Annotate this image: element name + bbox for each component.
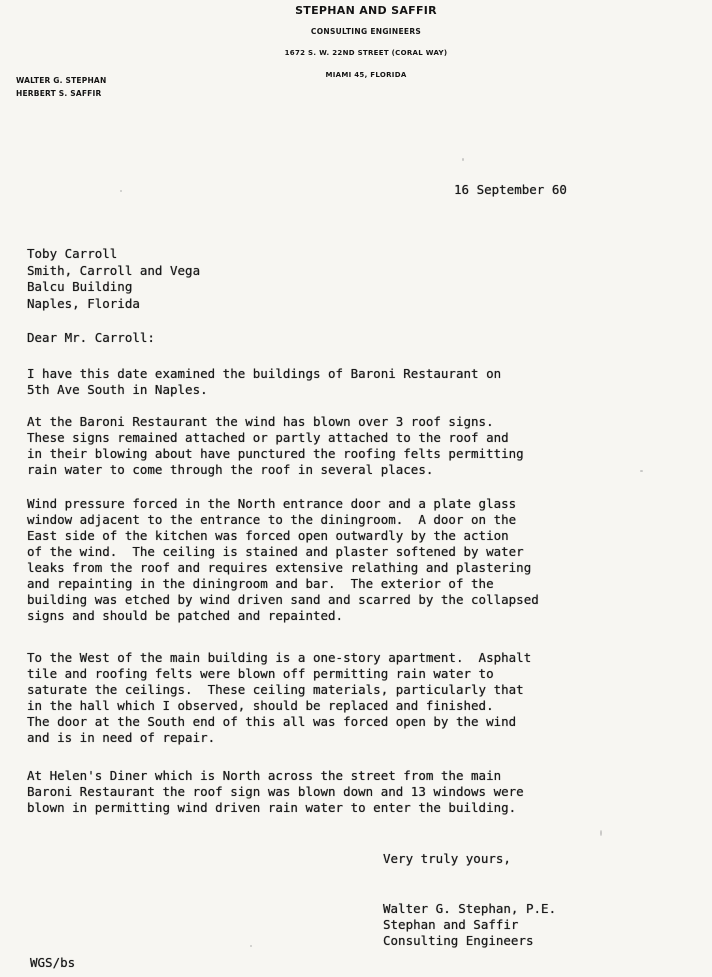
paragraph-line: and is in need of repair.: [27, 730, 216, 745]
paragraph-line: Baroni Restaurant the roof sign was blown down and 13 windows were: [27, 784, 524, 799]
paragraph-line: To the West of the main building is a one-story apartment. Asphalt: [27, 650, 532, 665]
letterhead-address: 1672 S. W. 22ND STREET (CORAL WAY): [284, 49, 448, 57]
paper-speck: [462, 158, 464, 161]
paragraph-line: Wind pressure forced in the North entrance door and a plate glass: [27, 496, 517, 511]
recipient-line: Balcu Building: [27, 279, 133, 294]
paragraph-line: These signs remained attached or partly attached to the roof and: [27, 430, 509, 445]
partner-name: HERBERT S. SAFFIR: [16, 89, 102, 98]
paragraph-line: 5th Ave South in Naples.: [27, 382, 208, 397]
paragraph-line: leaks from the roof and requires extensive relathing and plastering: [27, 560, 532, 575]
signature-line: Walter G. Stephan, P.E.: [383, 901, 557, 916]
body-paragraph-4: [27, 650, 697, 746]
paragraph-line: in their blowing about have punctured the roofing felts permitting: [27, 446, 524, 461]
letter-date: 16 September 60: [454, 182, 567, 197]
paragraph-line: I have this date examined the buildings of Baroni Restaurant on: [27, 366, 502, 381]
signature-line: Consulting Engineers: [383, 933, 534, 948]
paragraph-line: rain water to come through the roof in several places.: [27, 462, 434, 477]
paragraph-line: East side of the kitchen was forced open outwardly by the action: [27, 528, 509, 543]
paper-speck: [120, 190, 122, 192]
paragraph-line: saturate the ceilings. These ceiling materials, particularly that: [27, 682, 524, 697]
letterhead-city: MIAMI 45, FLORIDA: [325, 71, 407, 79]
salutation: Dear Mr. Carroll:: [27, 330, 155, 345]
body-paragraph-2: [27, 414, 697, 478]
partner-name: WALTER G. STEPHAN: [16, 76, 107, 85]
paragraph-line: of the wind. The ceiling is stained and plaster softened by water: [27, 544, 524, 559]
recipient-line: Toby Carroll: [27, 246, 118, 261]
paragraph-line: tile and roofing felts were blown off permitting rain water to: [27, 666, 494, 681]
body-paragraph-5: [27, 768, 697, 816]
paragraph-line: window adjacent to the entrance to the diningroom. A door on the: [27, 512, 517, 527]
partner-names: [16, 74, 106, 100]
body-paragraph-1: [27, 366, 697, 398]
signature-block: [383, 901, 556, 949]
paragraph-line: signs and should be patched and repainted.: [27, 608, 344, 623]
typist-initials: WGS/bs: [30, 955, 76, 970]
paper-speck: [250, 945, 252, 947]
paragraph-line: At the Baroni Restaurant the wind has blown over 3 roof signs.: [27, 414, 494, 429]
paragraph-line: in the hall which I observed, should be replaced and finished.: [27, 698, 494, 713]
recipient-line: Naples, Florida: [27, 295, 140, 311]
signature-line: Stephan and Saffir: [383, 917, 519, 932]
recipient-address: [27, 246, 200, 312]
paragraph-line: The door at the South end of this all was forced open by the wind: [27, 714, 517, 729]
letterhead: [236, 4, 496, 81]
body-paragraph-3: [27, 496, 697, 624]
paragraph-line: At Helen's Diner which is North across the street from the main: [27, 768, 502, 783]
paper-speck: [600, 830, 602, 836]
complimentary-close: Very truly yours,: [383, 851, 511, 866]
paragraph-line: building was etched by wind driven sand and scarred by the collapsed: [27, 592, 539, 607]
recipient-line: Smith, Carroll and Vega: [27, 262, 201, 278]
letterhead-subtitle: CONSULTING ENGINEERS: [310, 27, 422, 36]
paragraph-line: blown in permitting wind driven rain water to enter the building.: [27, 800, 517, 815]
letterhead-firm-name: STEPHAN AND SAFFIR: [295, 4, 437, 17]
paragraph-line: and repainting in the diningroom and bar. The exterior of the: [27, 576, 494, 591]
paper-speck: [640, 470, 643, 472]
